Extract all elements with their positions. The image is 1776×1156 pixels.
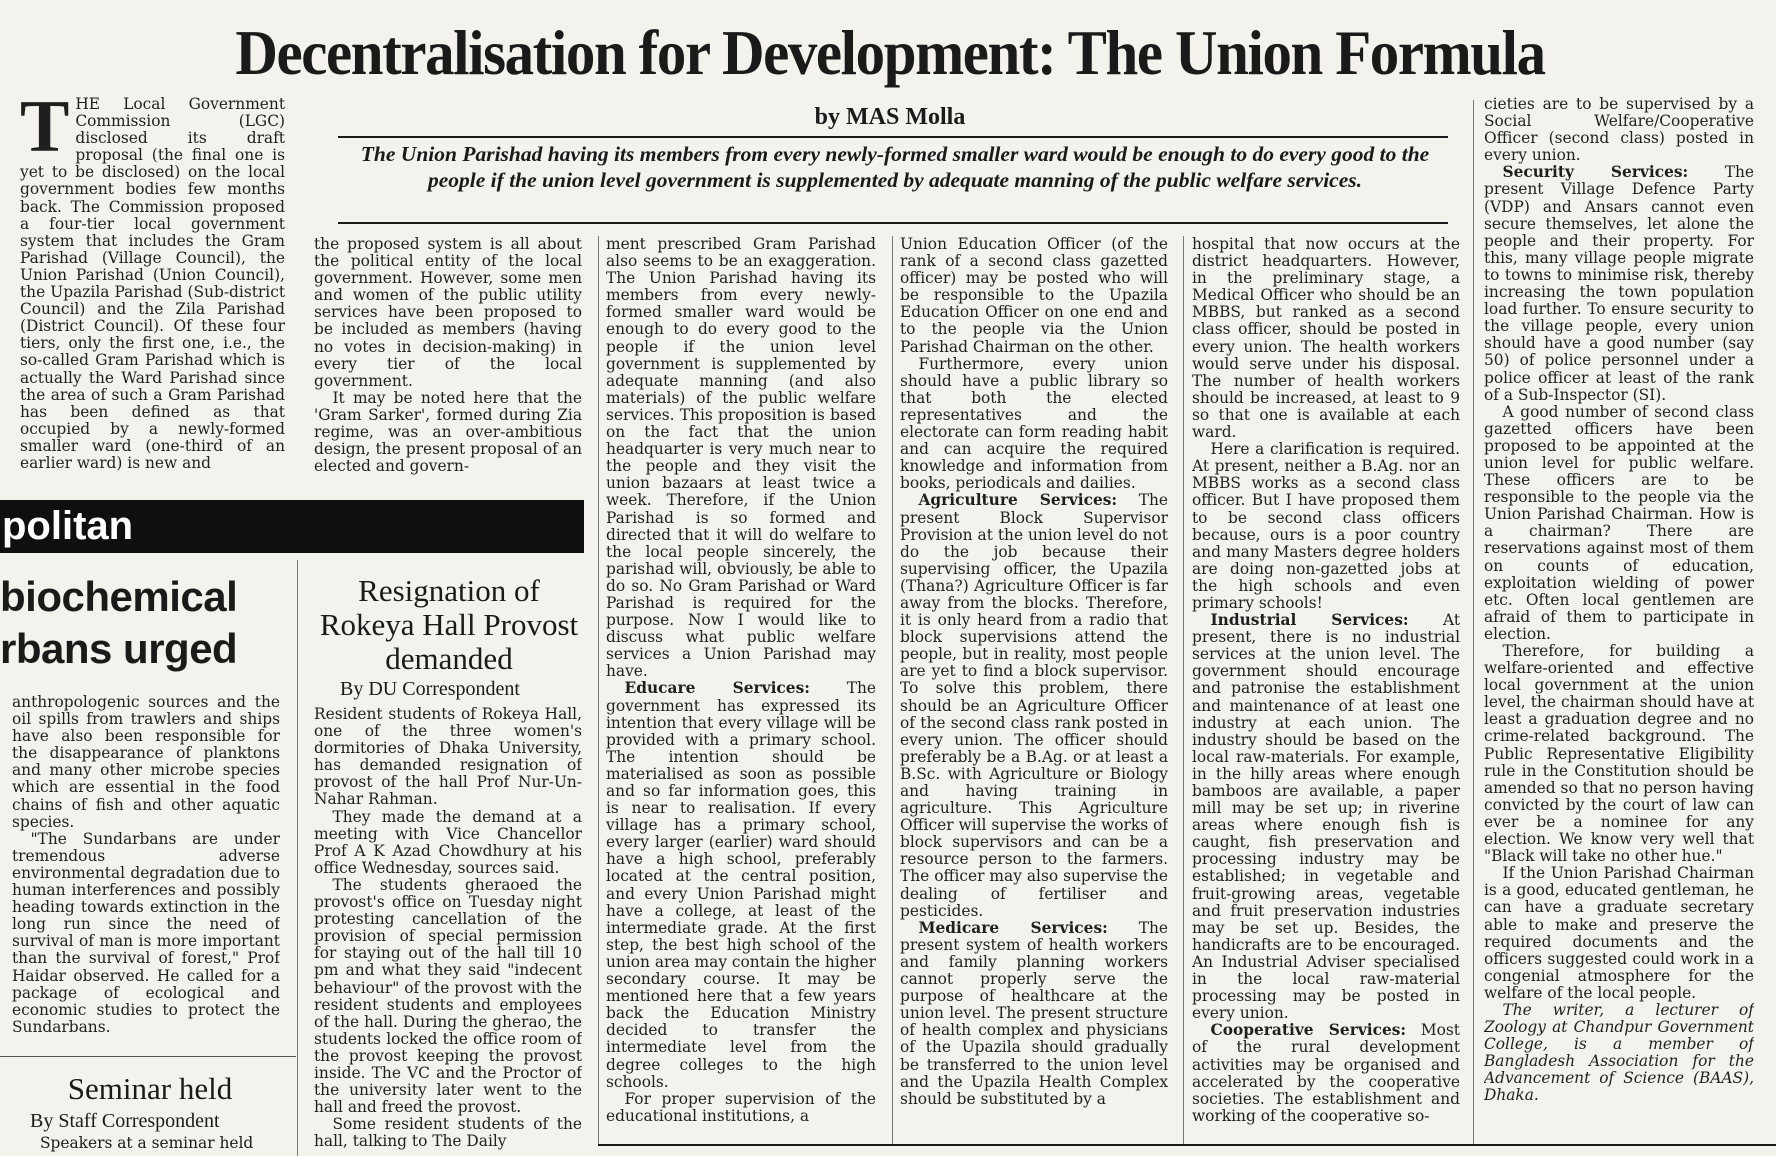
column-1	[20, 96, 285, 488]
left-story-para-1: anthropologenic sources and the oil spills from trawlers and ships have also been responsible for the disappearance of planktons and many other microbe species which are essential in the food chains of fish and other aquatic species.	[12, 694, 280, 831]
column-5	[1192, 236, 1460, 1136]
section-banner: politan	[0, 500, 584, 553]
cooperative-text: Most of the rural development activities may be organised and accelerated by the cooperative societies. The establishment and working of the cooperative so-	[1192, 1021, 1460, 1125]
column-divider	[892, 236, 893, 1144]
column-1-text: HE Local Government Commission (LGC) disclosed its draft proposal (the final one is yet to be disclosed) on the local government bodies few months back. The Commission proposed a four-tier local government system that includes the Gram Parishad (Village Council), the Union Parishad (Union Council), the Upazila Parishad (Sub-district Council) and the Zila Parishad (District Council). Of these four tiers, only the first one, i.e., the so-called Gram Parishad which is actually the Ward Parishad since the area of such a Gram Parishad has been defined as that occupied by a newly-formed smaller ward (one-third of an earlier ward) is new and	[20, 96, 285, 472]
column-divider	[1183, 236, 1184, 1144]
col2-para-2: It may be noted here that the 'Gram Sarker', formed during Zia regime, was an over-ambitious design, the present proposal of an elected and govern-	[314, 388, 582, 476]
rokeya-para-3: The students gheraoed the provost's office on Tuesday night protesting cancellation of the provision of special permission for staying out of the hall till 10 pm and what they said "indecent behaviour" of the provost with the resident students and employees of the hall. During the gherao, the students locked the office room of the provost keeping the provost inside. The VC and the Proctor of the university later went to the hall and freed the provost.	[314, 875, 582, 1117]
col3-para-1: ment prescribed Gram Parishad also seems to be an exaggeration. The Union Parishad having its members from every newly-formed smaller ward would be enough to do every good to the people if the union level government is supplemented by adequate manning (and also materials) of the public welfare services. This proposition is based on the fact that the union headquarter is very much near to the people and they visit the union bazaars at least twice a week. Therefore, if the Union Parishad is so formed and directed that it will do welfare to the local people sincerely, the parishad will, obviously, be able to do so. No Gram Parishad or Ward Parishad is required for the purpose. Now I would like to discuss what public welfare services a Union Parishad may have.	[606, 236, 876, 681]
rokeya-byline: By DU Correspondent	[340, 678, 520, 700]
col4-para-2: Furthermore, every union should have a public library so that both the elected representatives and the electorate can form reading habit and can acquire the required knowledge and information from books, periodicals and dailies.	[900, 354, 1168, 493]
col6-para-1: cieties are to be supervised by a Social Welfare/Cooperative Officer (second class) posted in every union.	[1484, 96, 1754, 165]
column-4	[900, 236, 1168, 1136]
story-separator	[0, 1056, 296, 1057]
seminar-headline: Seminar held	[67, 1071, 233, 1106]
educare-label: Educare Services:	[624, 679, 810, 698]
column-3	[606, 236, 876, 1136]
seminar-byline: By Staff Correspondent	[30, 1110, 220, 1132]
left-story-para-2: "The Sundarbans are under tremendous adverse environmental degradation due to human interferences and possibly heading towards extinction in the long run since the need of survival of man is more important than the survival of forest," Prof Haidar observed. He called for a package of ecological and economic studies to protect the Sundarbans.	[12, 829, 280, 1036]
industrial-label: Industrial Services:	[1210, 611, 1409, 630]
column-2	[314, 236, 582, 490]
rokeya-para-2: They made the demand at a meeting with Vice Chancellor Prof A K Azad Chowdhury at his office Wednesday, sources said.	[314, 807, 582, 877]
rokeya-para-1: Resident students of Rokeya Hall, one of the three women's dormitories of Dhaka University, has demanded resignation of provost of the hall Prof Nur-Un-Nahar Rahman.	[314, 706, 582, 809]
industrial-text: At present, there is no industrial services at the union level. The government should encourage and patronise the establishment and maintenance of at least one industry at each union. The industry should be based on the local raw-materials. For example, in the hilly areas where enough bamboos are available, a paper mill may be set up; in riverine areas where enough fish is caught, fish preservation and processing industry may be established; in vegetable and fruit-growing areas, vegetable and fruit preservation industries may be set up. Besides, the handicrafts are to be encouraged. An Industrial Adviser specialised in the local raw-material processing may be posted in every union.	[1192, 611, 1460, 1023]
column-divider	[598, 236, 599, 1144]
left-story-headline-2: rbans urged	[0, 625, 238, 672]
drop-cap: T	[20, 96, 70, 168]
column-divider	[1473, 100, 1474, 1144]
medicare-label: Medicare Services:	[918, 918, 1108, 937]
bottom-rule	[598, 1144, 1776, 1146]
deck-bottom-rule	[338, 222, 1448, 224]
educare-text: The government has expressed its intention that every village will be provided with a primary school. The intention should be materialised as soon as possible and so far information goes, this is near to realisation. If every village has a primary school, every larger (earlier) ward should have a high school, preferably located at the central position, and every Union Parishad might have a college, at least of the intermediate grade. At the first step, the best high school of the union area may contain the higher secondary course. It may be mentioned here that a few years back the Education Ministry decided to transfer the intermediate level from the degree colleges to the high schools.	[606, 679, 876, 1091]
column-6	[1484, 96, 1754, 1144]
col6-para-4: Therefore, for building a welfare-oriented and effective local government at the union level, the chairman should have at least a graduation degree and no crime-related background. The Public Representative Eligibility rule in the Constitution should be amended so that no person having convicted by the court of law can ever be a nominee for any election. We know very well that "Black will take no other hue."	[1484, 642, 1754, 866]
rokeya-para-4: Some resident students of the hall, talking to The Daily	[314, 1115, 582, 1151]
col2-para-1: the proposed system is all about the political entity of the local government. However, some men and women of the public utility services have been proposed to be included as members (having no votes in decision-making) in every tier of the local government.	[314, 236, 582, 390]
col6-para-5: If the Union Parishad Chairman is a good, educated gentleman, he can have a graduate secretary able to make and preserve the required documents and the officers suggested could work in a congenial atmosphere for the welfare of the local people.	[1484, 864, 1754, 1002]
column-divider	[297, 560, 298, 1156]
seminar-text: Speakers at a seminar held	[40, 1134, 254, 1152]
col5-para-1: hospital that now occurs at the district headquarters. However, in the preliminary stage, a Medical Officer who should be an MBBS, but ranked as a second class officer, should be posted in every union. The health workers would serve under his disposal. The number of health workers should be increased, at least to 9 so that one is available at each ward.	[1192, 236, 1460, 442]
author-note: The writer, a lecturer of Zoology at Chandpur Government College, is a member of Bangladesh Association for the Advancement of Science (BAAS), Dhaka.	[1484, 1000, 1754, 1105]
security-label: Security Services:	[1502, 163, 1689, 182]
rokeya-body	[314, 706, 582, 1156]
left-story-body	[12, 694, 280, 1049]
col4-para-1: Union Education Officer (of the rank of a second class gazetted officer) may be posted who will be responsible to the Upazila Education Officer on one end and to the people via the Union Parishad Chairman on the other.	[900, 236, 1168, 356]
col6-para-3: A good number of second class gazetted officers have been proposed to be appointed at the union level for public welfare. These officers are to be responsible to the people via the Union Parishad Chairman. How is a chairman? There are reservations against most of them on counts of education, exploitation wielding of power etc. Often local gentlemen are afraid of them to participate in election.	[1484, 402, 1754, 643]
left-story-headline-1: biochemical	[0, 573, 238, 620]
byline: by MAS Molla	[814, 104, 966, 130]
security-text: The present Village Defence Party (VDP) and Ansars cannot even secure themselves, let alone the people and their property. For this, many village people migrate to towns to minimise risk, thereby increasing the town population load further. To ensure security to the village people, every union should have a good number (say 50) of police personnel under a police officer at least of the rank of a Sub-Inspector (SI).	[1484, 163, 1754, 404]
deck-top-rule	[338, 136, 1448, 138]
agriculture-text: The present Block Supervisor Provision at the union level do not do the job because their supervising officer, the Upazila (Thana?) Agriculture Officer is far away from the blocks. Therefore, it is only heard from a radio that block supervisions attend the people, but in reality, most people are yet to find a block supervisor. To solve this problem, there should be an Agriculture Officer of the second class rank posted in every union. The officer should preferably be a B.Ag. or at least a B.Sc. with Agriculture or Biology and having training in agriculture. This Agriculture Officer will supervise the works of block supervisors and can be a resource person to the farmers. The officer may also supervise the dealing of fertiliser and pesticides.	[900, 491, 1168, 920]
col5-para-2: Here a clarification is required. At present, neither a B.Ag. nor an MBBS works as a second class officer. But I have proposed them to be second class officers because, ours is a poor country and many Masters degree holders are doing non-gazetted jobs at the high schools and even primary schools!	[1192, 440, 1460, 612]
deck: The Union Parishad having its members from every newly-formed smaller ward would be enough to do every good to the people if the union level government is supplemented by adequate manning of the public welfare services.	[360, 142, 1430, 192]
agriculture-label: Agriculture Services:	[918, 491, 1118, 510]
headline: Decentralisation for Development: The Union Formula	[235, 17, 1545, 88]
medicare-text: The present system of health workers and family planning workers cannot properly serve the purpose of healthcare at the union level. The present structure of health complex and physicians of the Upazila should gradually be transferred to the union level and the Upazila Health Complex should be substituted by a	[900, 918, 1168, 1108]
rokeya-headline: Resignation of Rokeya Hall Provost demanded	[319, 573, 579, 676]
cooperative-label: Cooperative Services:	[1210, 1021, 1407, 1040]
col3-tail: For proper supervision of the educational institutions, a	[606, 1089, 876, 1125]
